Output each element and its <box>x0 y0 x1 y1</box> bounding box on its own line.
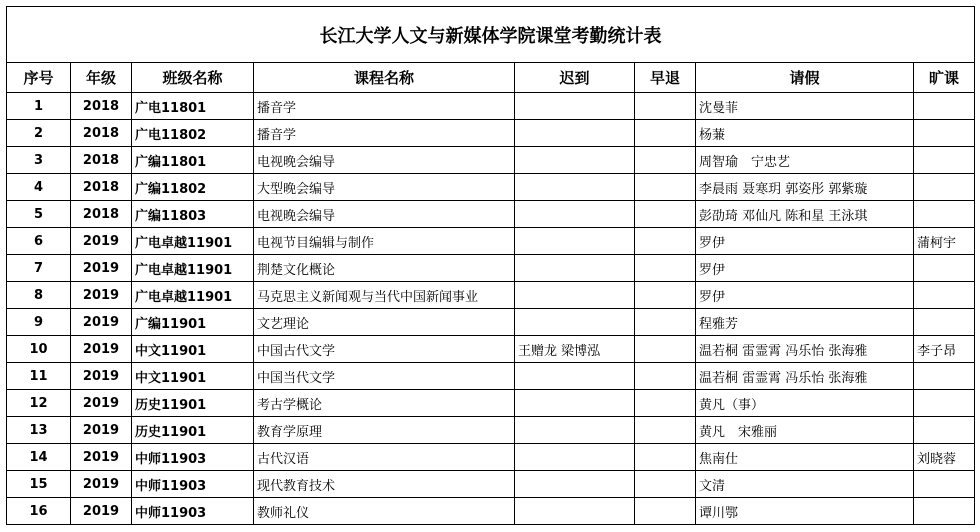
cell-year[interactable]: 2018 <box>71 174 132 201</box>
cell-year[interactable]: 2018 <box>71 147 132 174</box>
cell-course[interactable]: 现代教育技术 <box>254 471 515 498</box>
cell-no[interactable]: 13 <box>7 417 71 444</box>
cell-no[interactable]: 5 <box>7 201 71 228</box>
table-row <box>7 147 975 174</box>
cell-no[interactable]: 7 <box>7 255 71 282</box>
cell-year[interactable]: 2019 <box>71 498 132 525</box>
cell-leave[interactable]: 温若桐 雷霊霄 冯乐怡 张海雅 <box>696 336 914 363</box>
cell-class[interactable]: 广电卓越11901 <box>132 228 254 255</box>
cell-course[interactable]: 电视晚会编导 <box>254 147 515 174</box>
cell-leave[interactable]: 沈曼菲 <box>696 93 914 120</box>
table-row <box>7 444 975 471</box>
cell-early[interactable] <box>635 417 696 444</box>
cell-leave[interactable]: 周智瑜 宁忠艺 <box>696 147 914 174</box>
cell-class[interactable]: 广电卓越11901 <box>132 255 254 282</box>
cell-course[interactable]: 教师礼仪 <box>254 498 515 525</box>
cell-leave[interactable]: 黄凡（事） <box>696 390 914 417</box>
table-row <box>7 417 975 444</box>
cell-course[interactable]: 中国古代文学 <box>254 336 515 363</box>
cell-no[interactable]: 2 <box>7 120 71 147</box>
cell-absent[interactable] <box>914 174 975 201</box>
attendance-table <box>6 6 975 525</box>
cell-course[interactable]: 播音学 <box>254 120 515 147</box>
cell-absent[interactable]: 蒲柯宇 <box>914 228 975 255</box>
cell-absent[interactable] <box>914 93 975 120</box>
table-row <box>7 174 975 201</box>
cell-course[interactable]: 教育学原理 <box>254 417 515 444</box>
cell-late[interactable] <box>515 282 635 309</box>
cell-early[interactable] <box>635 336 696 363</box>
cell-year[interactable]: 2019 <box>71 255 132 282</box>
cell-leave[interactable]: 罗伊 <box>696 282 914 309</box>
header-course[interactable]: 课程名称 <box>254 63 515 93</box>
cell-leave[interactable]: 温若桐 雷霊霄 冯乐怡 张海雅 <box>696 363 914 390</box>
cell-late[interactable] <box>515 498 635 525</box>
cell-absent[interactable] <box>914 120 975 147</box>
cell-course[interactable]: 马克思主义新闻观与当代中国新闻事业 <box>254 282 515 309</box>
table-row <box>7 228 975 255</box>
cell-late[interactable] <box>515 444 635 471</box>
cell-early[interactable] <box>635 282 696 309</box>
cell-leave[interactable]: 程雅芳 <box>696 309 914 336</box>
cell-no[interactable]: 11 <box>7 363 71 390</box>
table-row <box>7 498 975 525</box>
cell-early[interactable] <box>635 120 696 147</box>
cell-early[interactable] <box>635 390 696 417</box>
table-row <box>7 363 975 390</box>
cell-class[interactable]: 中文11901 <box>132 336 254 363</box>
title-row <box>7 7 975 63</box>
header-no[interactable]: 序号 <box>7 63 71 93</box>
cell-leave[interactable]: 谭川鄂 <box>696 498 914 525</box>
cell-class[interactable]: 广电11801 <box>132 93 254 120</box>
cell-course[interactable]: 文艺理论 <box>254 309 515 336</box>
cell-no[interactable]: 4 <box>7 174 71 201</box>
cell-early[interactable] <box>635 147 696 174</box>
cell-year[interactable]: 2019 <box>71 282 132 309</box>
cell-year[interactable]: 2019 <box>71 390 132 417</box>
cell-early[interactable] <box>635 309 696 336</box>
table-row <box>7 471 975 498</box>
cell-class[interactable]: 历史11901 <box>132 390 254 417</box>
cell-year[interactable]: 2019 <box>71 363 132 390</box>
cell-year[interactable]: 2019 <box>71 336 132 363</box>
cell-late[interactable] <box>515 174 635 201</box>
cell-late[interactable] <box>515 417 635 444</box>
cell-late[interactable] <box>515 201 635 228</box>
table-row <box>7 201 975 228</box>
cell-course[interactable]: 大型晚会编导 <box>254 174 515 201</box>
cell-absent[interactable]: 李子昂 <box>914 336 975 363</box>
cell-late[interactable] <box>515 309 635 336</box>
cell-late[interactable] <box>515 147 635 174</box>
table-row <box>7 336 975 363</box>
header-class[interactable]: 班级名称 <box>132 63 254 93</box>
cell-absent[interactable] <box>914 363 975 390</box>
cell-leave[interactable]: 文清 <box>696 471 914 498</box>
cell-late[interactable] <box>515 120 635 147</box>
cell-leave[interactable]: 罗伊 <box>696 255 914 282</box>
cell-course[interactable]: 荆楚文化概论 <box>254 255 515 282</box>
cell-year[interactable]: 2019 <box>71 228 132 255</box>
cell-early[interactable] <box>635 498 696 525</box>
cell-late[interactable] <box>515 255 635 282</box>
cell-year[interactable]: 2019 <box>71 444 132 471</box>
cell-no[interactable]: 8 <box>7 282 71 309</box>
cell-late[interactable] <box>515 93 635 120</box>
cell-class[interactable]: 广编11901 <box>132 309 254 336</box>
attendance-sheet <box>6 6 974 525</box>
header-leave[interactable]: 请假 <box>696 63 914 93</box>
cell-late[interactable] <box>515 390 635 417</box>
cell-class[interactable]: 中文11901 <box>132 363 254 390</box>
cell-absent[interactable] <box>914 201 975 228</box>
cell-absent[interactable] <box>914 282 975 309</box>
cell-early[interactable] <box>635 471 696 498</box>
sheet-title[interactable]: 长江大学人文与新媒体学院课堂考勤统计表 <box>7 7 975 63</box>
table-row <box>7 255 975 282</box>
cell-class[interactable]: 广编11803 <box>132 201 254 228</box>
cell-course[interactable]: 电视晚会编导 <box>254 201 515 228</box>
cell-year[interactable]: 2018 <box>71 120 132 147</box>
cell-leave[interactable]: 彭劭琦 邓仙凡 陈和星 王泳琪 <box>696 201 914 228</box>
cell-leave[interactable]: 杨蒹 <box>696 120 914 147</box>
cell-no[interactable]: 16 <box>7 498 71 525</box>
cell-no[interactable]: 9 <box>7 309 71 336</box>
cell-leave[interactable]: 黄凡 宋雅丽 <box>696 417 914 444</box>
cell-absent[interactable] <box>914 147 975 174</box>
cell-class[interactable]: 广编11802 <box>132 174 254 201</box>
cell-year[interactable]: 2018 <box>71 201 132 228</box>
cell-class[interactable]: 历史11901 <box>132 417 254 444</box>
header-row <box>7 63 975 93</box>
table-row <box>7 390 975 417</box>
cell-early[interactable] <box>635 228 696 255</box>
table-row <box>7 282 975 309</box>
cell-year[interactable]: 2019 <box>71 471 132 498</box>
cell-course[interactable]: 电视节目编辑与制作 <box>254 228 515 255</box>
table-row <box>7 309 975 336</box>
cell-no[interactable]: 10 <box>7 336 71 363</box>
header-absent[interactable]: 旷课 <box>914 63 975 93</box>
cell-course[interactable]: 播音学 <box>254 93 515 120</box>
cell-no[interactable]: 14 <box>7 444 71 471</box>
cell-absent[interactable] <box>914 498 975 525</box>
header-year[interactable]: 年级 <box>71 63 132 93</box>
cell-no[interactable]: 1 <box>7 93 71 120</box>
cell-year[interactable]: 2019 <box>71 309 132 336</box>
cell-leave[interactable]: 李晨雨 聂寒玥 郭姿彤 郭紫璇 <box>696 174 914 201</box>
cell-no[interactable]: 12 <box>7 390 71 417</box>
cell-course[interactable]: 考古学概论 <box>254 390 515 417</box>
cell-year[interactable]: 2018 <box>71 93 132 120</box>
cell-absent[interactable] <box>914 390 975 417</box>
cell-no[interactable]: 15 <box>7 471 71 498</box>
cell-absent[interactable] <box>914 255 975 282</box>
cell-no[interactable]: 3 <box>7 147 71 174</box>
cell-late[interactable]: 王赠龙 梁博泓 <box>515 336 635 363</box>
cell-early[interactable] <box>635 174 696 201</box>
cell-leave[interactable]: 焦南仕 <box>696 444 914 471</box>
cell-early[interactable] <box>635 201 696 228</box>
cell-absent[interactable]: 刘晓蓉 <box>914 444 975 471</box>
cell-year[interactable]: 2019 <box>71 417 132 444</box>
cell-early[interactable] <box>635 363 696 390</box>
cell-class[interactable]: 广编11801 <box>132 147 254 174</box>
cell-early[interactable] <box>635 444 696 471</box>
header-late[interactable]: 迟到 <box>515 63 635 93</box>
table-row <box>7 120 975 147</box>
cell-absent[interactable] <box>914 417 975 444</box>
cell-class[interactable]: 中师11903 <box>132 471 254 498</box>
cell-absent[interactable] <box>914 309 975 336</box>
table-row <box>7 93 975 120</box>
cell-early[interactable] <box>635 255 696 282</box>
header-early[interactable]: 早退 <box>635 63 696 93</box>
cell-early[interactable] <box>635 93 696 120</box>
cell-course[interactable]: 古代汉语 <box>254 444 515 471</box>
cell-class[interactable]: 中师11903 <box>132 444 254 471</box>
cell-late[interactable] <box>515 363 635 390</box>
cell-absent[interactable] <box>914 471 975 498</box>
cell-course[interactable]: 中国当代文学 <box>254 363 515 390</box>
cell-leave[interactable]: 罗伊 <box>696 228 914 255</box>
cell-late[interactable] <box>515 228 635 255</box>
cell-late[interactable] <box>515 471 635 498</box>
cell-class[interactable]: 中师11903 <box>132 498 254 525</box>
cell-class[interactable]: 广电11802 <box>132 120 254 147</box>
cell-class[interactable]: 广电卓越11901 <box>132 282 254 309</box>
cell-no[interactable]: 6 <box>7 228 71 255</box>
